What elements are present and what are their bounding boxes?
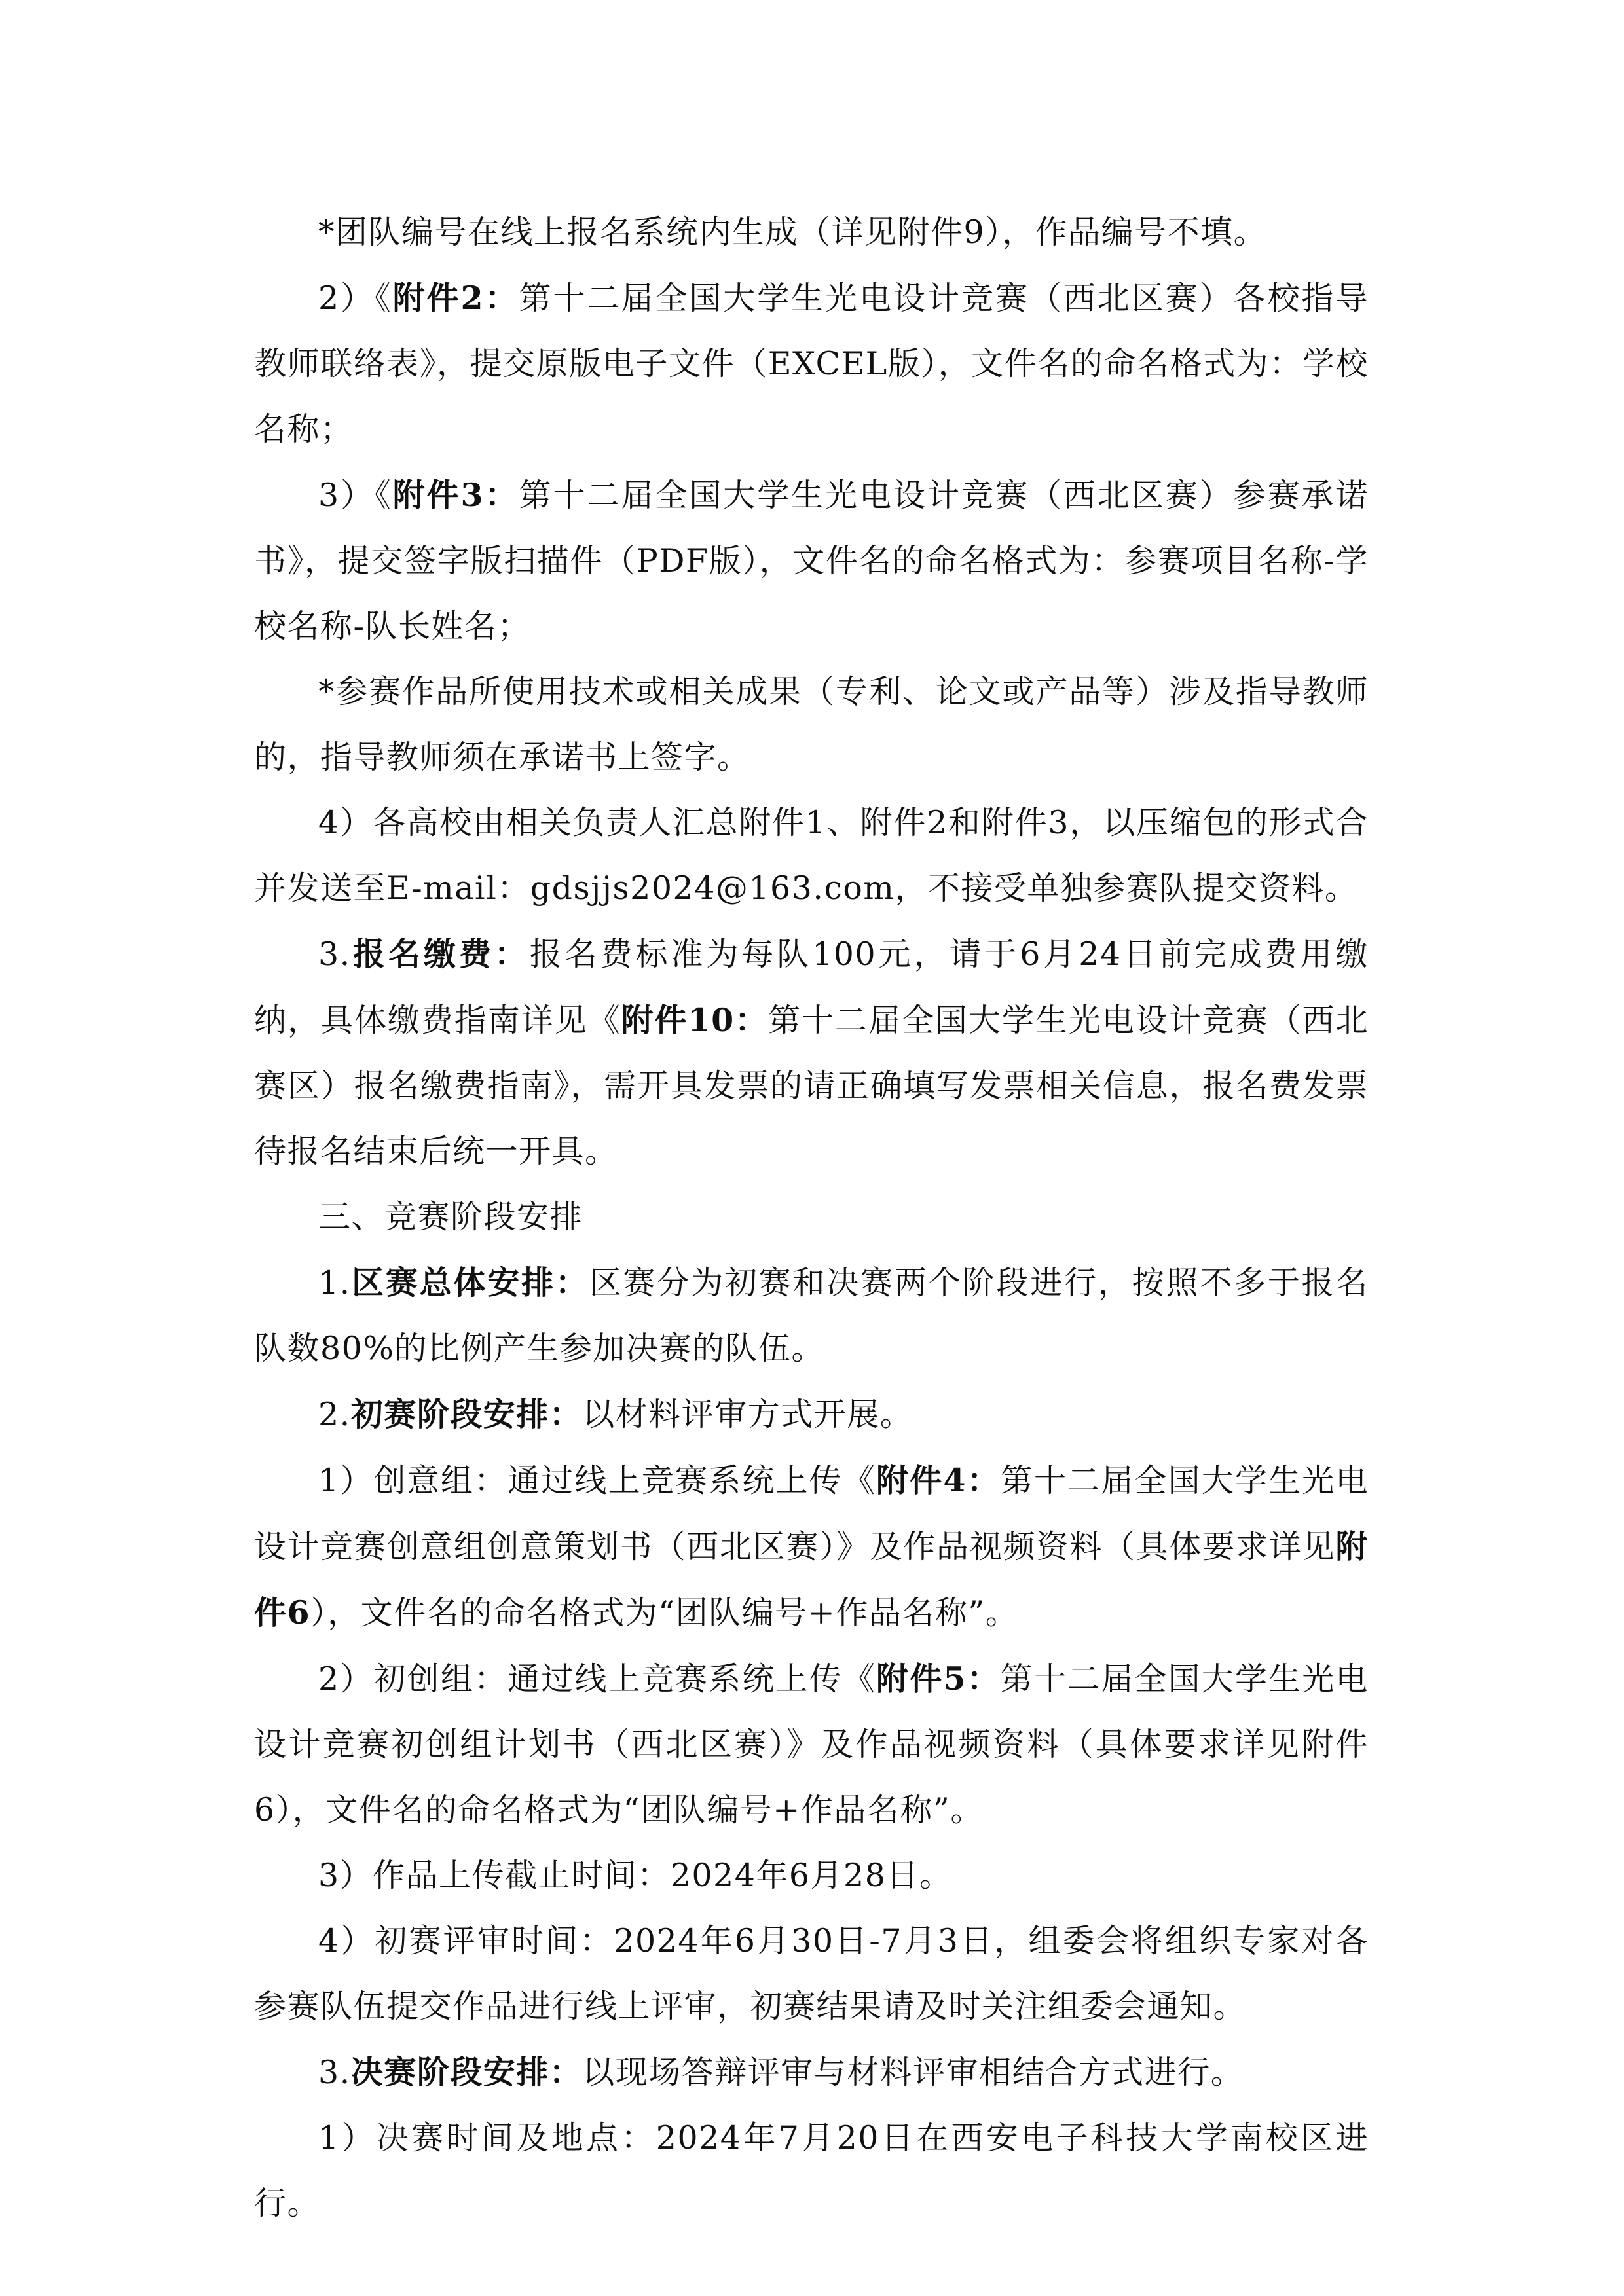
text-segment: ），文件名的命名格式为“团队编号+作品名称”。 — [310, 1594, 1019, 1631]
text-segment: 区赛分为初赛和决赛两个阶段进行，按照不多于报名队数80%的比例产生参加决赛的队伍。 — [254, 1264, 1369, 1367]
text-segment: *参赛作品所使用技术或相关成果（专利、论文或产品等）涉及指导教师的，指导教师须在承诺书上签字。 — [254, 673, 1369, 776]
bold-text-segment: 报名缴费： — [350, 935, 530, 973]
paragraph — [254, 1646, 1369, 1843]
paragraph — [254, 2105, 1369, 2236]
bold-text-segment: 初赛阶段安排： — [350, 1395, 583, 1433]
paragraph — [254, 462, 1369, 659]
text-segment: 三、竞赛阶段安排 — [318, 1198, 583, 1235]
bold-text-segment: 附件4： — [876, 1461, 1001, 1499]
text-segment: 以现场答辩评审与材料评审相结合方式进行。 — [582, 2054, 1244, 2091]
text-segment: 2. — [318, 1396, 351, 1433]
text-segment: 第十二届全国大学生光电设计竞赛（西北区赛）参赛承诺书》，提交签字版扫描件（PDF版），文件名的命名格式为：参赛项目名称-学校名称-队长姓名； — [254, 477, 1369, 645]
text-segment: 第十二届全国大学生光电设计竞赛（西北区赛）各校指导教师联络表》，提交原版电子文件（EXCEL版），文件名的命名格式为：学校名称； — [254, 280, 1369, 448]
paragraph — [254, 1184, 1369, 1250]
bold-text-segment: 附件2： — [392, 279, 519, 317]
paragraph — [254, 921, 1369, 1184]
text-segment: 2）《 — [318, 280, 393, 317]
bold-text-segment: 决赛阶段安排： — [350, 2053, 583, 2091]
text-segment: *团队编号在线上报名系统内生成（详见附件9），作品编号不填。 — [318, 213, 1267, 251]
text-segment: 1. — [318, 1264, 351, 1302]
text-segment: 3. — [318, 2054, 351, 2091]
paragraph — [254, 265, 1369, 462]
bold-text-segment: 附件6 — [254, 1527, 1369, 1631]
text-segment: 2）初创组：通过线上竞赛系统上传《 — [318, 1660, 877, 1698]
text-segment: 4）各高校由相关负责人汇总附件1、附件2和附件3，以压缩包的形式合并发送至E-mail：gdsjjs2024@163.com，不接受单独参赛队提交资料。 — [254, 804, 1369, 907]
text-segment: 4）初赛评审时间：2024年6月30日-7月3日，组委会将组织专家对各参赛队伍提交作品进行线上评审，初赛结果请及时关注组委会通知。 — [254, 1922, 1369, 2025]
text-segment: 第十二届全国大学生光电设计竞赛（西北赛区）报名缴费指南》，需开具发票的请正确填写发票相关信息，报名费发票待报名结束后统一开具。 — [254, 1002, 1369, 1170]
text-segment: 报名费标准为每队100元，请于6月24日前完成费用缴纳，具体缴费指南详见《 — [254, 936, 1369, 1039]
paragraph — [254, 1381, 1369, 1448]
paragraph — [254, 1448, 1369, 1646]
paragraph — [254, 1843, 1369, 1908]
text-segment: 3）《 — [318, 477, 393, 514]
text-segment: 3. — [318, 936, 351, 973]
bold-text-segment: 附件5： — [876, 1660, 1001, 1698]
text-segment: 第十二届全国大学生光电设计竞赛创意组创意策划书（西北区赛）》及作品视频资料（具体要求详见 — [254, 1462, 1369, 1565]
paragraph — [254, 1908, 1369, 2039]
text-segment: 1）创意组：通过线上竞赛系统上传《 — [318, 1462, 877, 1499]
paragraph — [254, 2039, 1369, 2105]
paragraph — [254, 790, 1369, 921]
text-segment: 以材料评审方式开展。 — [582, 1396, 913, 1433]
bold-text-segment: 区赛总体安排： — [350, 1264, 589, 1302]
bold-text-segment: 附件3： — [392, 476, 519, 514]
paragraph — [254, 1250, 1369, 1381]
bold-text-segment: 附件10： — [621, 1001, 769, 1039]
text-segment: 3）作品上传截止时间：2024年6月28日。 — [318, 1857, 953, 1894]
paragraph — [254, 200, 1369, 265]
text-segment: 1）决赛时间及地点：2024年7月20日在西安电子科技大学南校区进行。 — [254, 2119, 1369, 2222]
paragraph — [254, 659, 1369, 790]
text-segment: 第十二届全国大学生光电设计竞赛初创组计划书（西北区赛）》及作品视频资料（具体要求详见附件6），文件名的命名格式为“团队编号+作品名称”。 — [254, 1660, 1369, 1829]
